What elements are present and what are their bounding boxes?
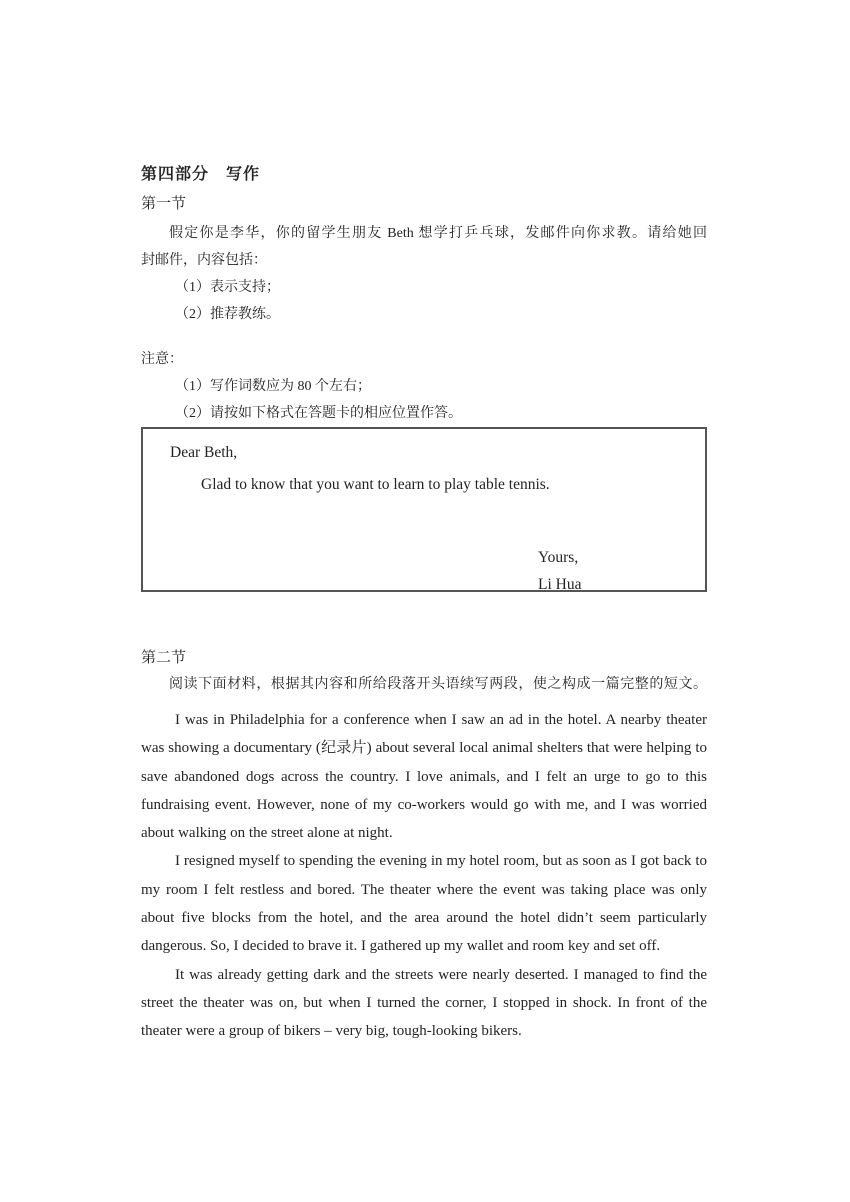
- letter-closing-block: [538, 544, 685, 598]
- story-text: [141, 706, 707, 1046]
- part2-instruction: [141, 671, 707, 698]
- part1-points: [141, 274, 707, 328]
- notes-label: 注意：: [141, 352, 183, 367]
- story-line: street the theater was on, but when I turned the corner, I stopped in shock. In front of the: [141, 994, 707, 1011]
- letter-signature: Li Hua: [538, 576, 582, 593]
- point-item: （2）推荐教练。: [175, 307, 280, 322]
- letter-closing: Yours,: [538, 549, 579, 566]
- part1-label: 第一节: [141, 196, 187, 212]
- story-line: was showing a documentary (纪录片) about several local animal shelters that were helping to: [141, 740, 707, 757]
- story-line: about walking on the street alone at night.: [141, 825, 393, 842]
- story-line: fundraising event. However, none of my co-workers would go with me, and I was worried: [141, 796, 707, 813]
- part1-notes: [141, 373, 707, 427]
- point-item: （1）表示支持；: [175, 280, 280, 295]
- story-line: about five blocks from the hotel, and the area around the hotel didn’t seem particularly: [141, 910, 707, 927]
- part1-intro: [141, 220, 707, 274]
- story-line: save abandoned dogs across the country. I love animals, and I felt an urge to go to this: [141, 768, 707, 785]
- story-line: It was already getting dark and the streets were nearly deserted. I managed to find the: [175, 966, 707, 983]
- story-line: I was in Philadelphia for a conference when I saw an ad in the hotel. A nearby theater: [175, 712, 707, 728]
- page-content: [141, 0, 707, 1046]
- instruction-line: 阅读下面材料，根据其内容和所给段落开头语续写两段，使之构成一篇完整的短文。: [169, 677, 707, 692]
- intro-line: 假定你是李华，你的留学生朋友 Beth 想学打乒乓球，发邮件向你求教。请给她回: [169, 226, 707, 241]
- letter-salutation: Dear Beth,: [170, 444, 238, 461]
- story-paragraph-1: [141, 706, 707, 847]
- note-item: （2）请按如下格式在答题卡的相应位置作答。: [175, 406, 462, 421]
- story-line: my room I felt restless and bored. The theater where the event was taking place was only: [141, 881, 707, 898]
- section-heading: 第四部分 写作: [141, 166, 261, 183]
- answer-format-box: [141, 427, 707, 592]
- story-line: dangerous. So, I decided to brave it. I gathered up my wallet and room key and set off.: [141, 938, 661, 955]
- story-line: theater were a group of bikers – very big, tough-looking bikers.: [141, 1023, 522, 1040]
- story-paragraph-3: [141, 961, 707, 1046]
- story-line: I resigned myself to spending the evening in my hotel room, but as soon as I got back to: [175, 853, 707, 870]
- note-item: （1）写作词数应为 80 个左右；: [175, 379, 371, 394]
- story-paragraph-2: [141, 847, 707, 960]
- part2-label: 第二节: [141, 650, 187, 666]
- intro-line: 封邮件，内容包括：: [141, 253, 267, 268]
- letter-opening: Glad to know that you want to learn to play table tennis.: [201, 476, 550, 493]
